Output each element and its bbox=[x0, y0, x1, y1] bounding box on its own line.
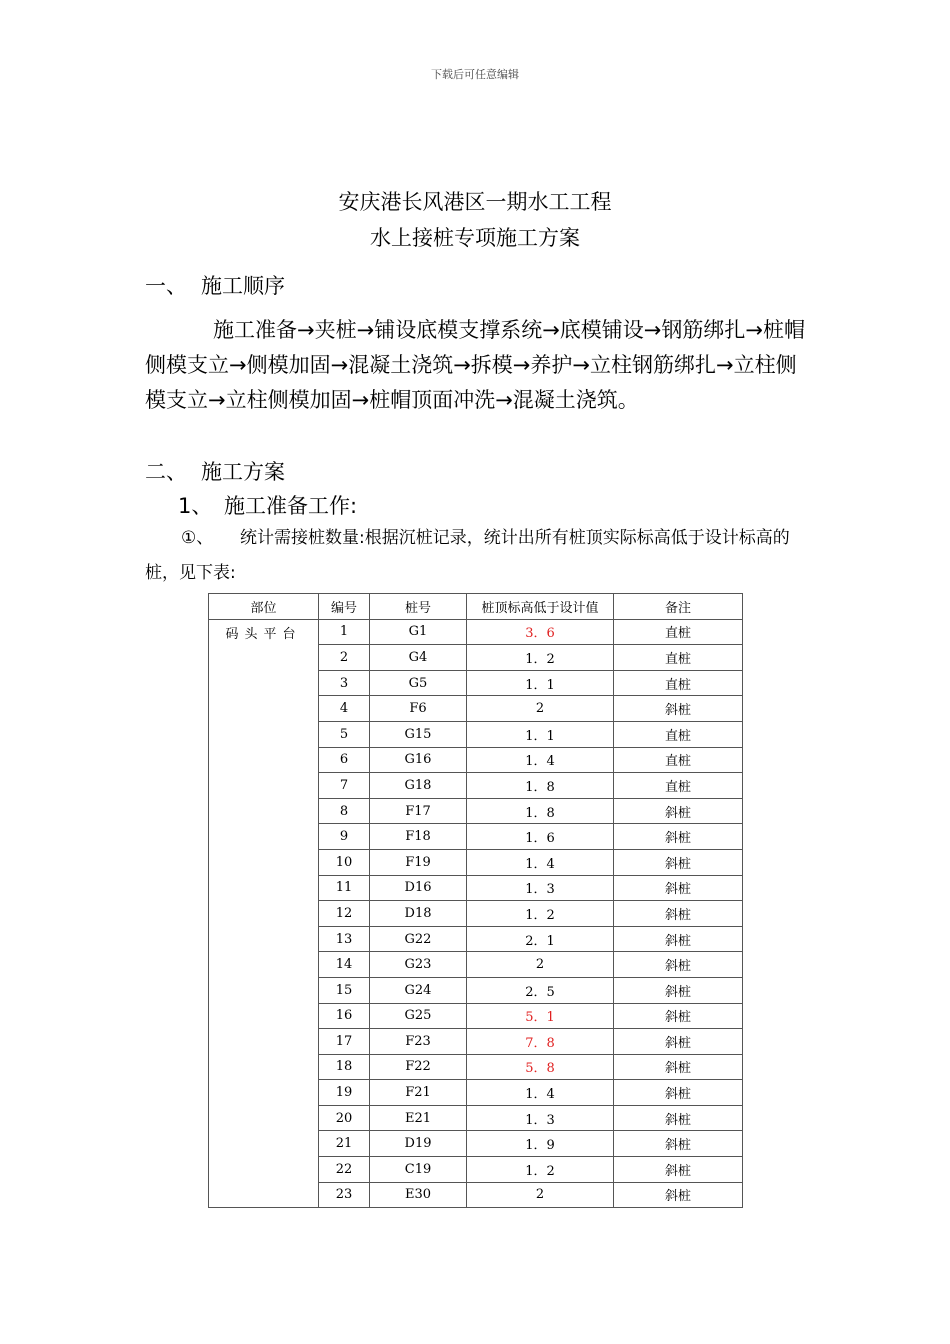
section-2-heading bbox=[145, 456, 285, 486]
elevation-diff-cell: 2．5 bbox=[467, 977, 614, 1003]
note-cell: 斜桩 bbox=[614, 977, 743, 1003]
item-1-number: ①、 bbox=[181, 528, 214, 548]
subsection-1-number: 1、 bbox=[178, 494, 213, 518]
pile-id-cell: F22 bbox=[370, 1054, 467, 1080]
row-number-cell: 13 bbox=[319, 926, 370, 952]
row-number-cell: 6 bbox=[319, 747, 370, 773]
pile-id-cell: G25 bbox=[370, 1003, 467, 1029]
part-cell: 码头平台 bbox=[209, 619, 319, 1208]
note-cell: 直桩 bbox=[614, 645, 743, 671]
note-cell: 斜桩 bbox=[614, 1003, 743, 1029]
pile-id-cell: E21 bbox=[370, 1105, 467, 1131]
pile-id-cell: D16 bbox=[370, 875, 467, 901]
col-header-part: 部位 bbox=[209, 594, 319, 620]
row-number-cell: 17 bbox=[319, 1029, 370, 1055]
col-header-note: 备注 bbox=[614, 594, 743, 620]
elevation-diff-cell: 5．1 bbox=[467, 1003, 614, 1029]
pile-id-cell: E30 bbox=[370, 1182, 467, 1208]
row-number-cell: 1 bbox=[319, 619, 370, 645]
note-cell: 斜桩 bbox=[614, 849, 743, 875]
pile-id-cell: D18 bbox=[370, 901, 467, 927]
row-number-cell: 20 bbox=[319, 1105, 370, 1131]
row-number-cell: 22 bbox=[319, 1157, 370, 1183]
elevation-diff-cell: 1．2 bbox=[467, 645, 614, 671]
row-number-cell: 11 bbox=[319, 875, 370, 901]
elevation-diff-cell: 1．3 bbox=[467, 875, 614, 901]
elevation-diff-cell: 1．4 bbox=[467, 849, 614, 875]
elevation-diff-cell: 2 bbox=[467, 952, 614, 978]
elevation-diff-cell: 1．2 bbox=[467, 1157, 614, 1183]
elevation-diff-cell: 1．3 bbox=[467, 1105, 614, 1131]
note-cell: 斜桩 bbox=[614, 1157, 743, 1183]
elevation-diff-cell: 5．8 bbox=[467, 1054, 614, 1080]
note-cell: 斜桩 bbox=[614, 926, 743, 952]
pile-id-cell: F19 bbox=[370, 849, 467, 875]
section-1-number: 一、 bbox=[145, 274, 187, 298]
pile-id-cell: F21 bbox=[370, 1080, 467, 1106]
elevation-diff-cell: 1．8 bbox=[467, 773, 614, 799]
row-number-cell: 18 bbox=[319, 1054, 370, 1080]
pile-table bbox=[208, 593, 743, 1208]
subsection-1-title: 施工准备工作: bbox=[224, 494, 358, 518]
elevation-diff-cell: 2．1 bbox=[467, 926, 614, 952]
header-note: 下载后可任意编辑 bbox=[431, 68, 519, 81]
col-header-no: 编号 bbox=[319, 594, 370, 620]
elevation-diff-cell: 1．2 bbox=[467, 901, 614, 927]
row-number-cell: 8 bbox=[319, 798, 370, 824]
col-header-diff: 桩顶标高低于设计值 bbox=[467, 594, 614, 620]
elevation-diff-cell: 1．1 bbox=[467, 670, 614, 696]
row-number-cell: 15 bbox=[319, 977, 370, 1003]
table-header-row bbox=[209, 594, 743, 620]
table-body bbox=[209, 619, 743, 1208]
pile-id-cell: C19 bbox=[370, 1157, 467, 1183]
item-1-text: 统计需接桩数量:根据沉桩记录，统计出所有桩顶实际标高低于设计标高的桩，见下表: bbox=[145, 528, 790, 583]
table-row bbox=[209, 619, 743, 645]
note-cell: 斜桩 bbox=[614, 1080, 743, 1106]
row-number-cell: 10 bbox=[319, 849, 370, 875]
section-2-number: 二、 bbox=[145, 460, 187, 484]
elevation-diff-cell: 1．1 bbox=[467, 721, 614, 747]
note-cell: 斜桩 bbox=[614, 875, 743, 901]
row-number-cell: 3 bbox=[319, 670, 370, 696]
pile-id-cell: F18 bbox=[370, 824, 467, 850]
note-cell: 直桩 bbox=[614, 747, 743, 773]
note-cell: 直桩 bbox=[614, 619, 743, 645]
elevation-diff-cell: 1．4 bbox=[467, 1080, 614, 1106]
elevation-diff-cell: 1．4 bbox=[467, 747, 614, 773]
item-1-paragraph bbox=[145, 521, 810, 591]
pile-id-cell: G23 bbox=[370, 952, 467, 978]
note-cell: 斜桩 bbox=[614, 696, 743, 722]
note-cell: 斜桩 bbox=[614, 798, 743, 824]
pile-id-cell: D19 bbox=[370, 1131, 467, 1157]
pile-id-cell: G16 bbox=[370, 747, 467, 773]
row-number-cell: 5 bbox=[319, 721, 370, 747]
sequence-paragraph bbox=[145, 313, 807, 418]
note-cell: 直桩 bbox=[614, 773, 743, 799]
row-number-cell: 19 bbox=[319, 1080, 370, 1106]
pile-id-cell: F23 bbox=[370, 1029, 467, 1055]
note-cell: 斜桩 bbox=[614, 824, 743, 850]
section-1-title: 施工顺序 bbox=[201, 274, 285, 298]
row-number-cell: 2 bbox=[319, 645, 370, 671]
elevation-diff-cell: 3．6 bbox=[467, 619, 614, 645]
row-number-cell: 9 bbox=[319, 824, 370, 850]
pile-id-cell: G24 bbox=[370, 977, 467, 1003]
elevation-diff-cell: 1．6 bbox=[467, 824, 614, 850]
note-cell: 直桩 bbox=[614, 721, 743, 747]
doc-title: 安庆港长风港区一期水工工程 bbox=[338, 190, 612, 214]
doc-subtitle: 水上接桩专项施工方案 bbox=[370, 226, 580, 250]
pile-id-cell: F6 bbox=[370, 696, 467, 722]
elevation-diff-cell: 1．9 bbox=[467, 1131, 614, 1157]
note-cell: 斜桩 bbox=[614, 1029, 743, 1055]
row-number-cell: 21 bbox=[319, 1131, 370, 1157]
elevation-diff-cell: 2 bbox=[467, 1182, 614, 1208]
pile-id-cell: G18 bbox=[370, 773, 467, 799]
pile-id-cell: G4 bbox=[370, 645, 467, 671]
section-2-title: 施工方案 bbox=[201, 460, 285, 484]
elevation-diff-cell: 7．8 bbox=[467, 1029, 614, 1055]
row-number-cell: 23 bbox=[319, 1182, 370, 1208]
note-cell: 斜桩 bbox=[614, 1105, 743, 1131]
pile-id-cell: G15 bbox=[370, 721, 467, 747]
sequence-text: 施工准备→夹桩→铺设底模支撑系统→底模铺设→钢筋绑扎→桩帽侧模支立→侧模加固→混凝土浇筑→拆模→养护→立柱钢筋绑扎→立柱侧模支立→立柱侧模加固→桩帽顶面冲洗→混凝土浇筑。 bbox=[145, 318, 805, 412]
row-number-cell: 16 bbox=[319, 1003, 370, 1029]
pile-id-cell: F17 bbox=[370, 798, 467, 824]
row-number-cell: 7 bbox=[319, 773, 370, 799]
pile-id-cell: G5 bbox=[370, 670, 467, 696]
pile-id-cell: G22 bbox=[370, 926, 467, 952]
row-number-cell: 4 bbox=[319, 696, 370, 722]
note-cell: 斜桩 bbox=[614, 1131, 743, 1157]
row-number-cell: 14 bbox=[319, 952, 370, 978]
pile-id-cell: G1 bbox=[370, 619, 467, 645]
note-cell: 直桩 bbox=[614, 670, 743, 696]
note-cell: 斜桩 bbox=[614, 901, 743, 927]
note-cell: 斜桩 bbox=[614, 952, 743, 978]
note-cell: 斜桩 bbox=[614, 1054, 743, 1080]
elevation-diff-cell: 1．8 bbox=[467, 798, 614, 824]
row-number-cell: 12 bbox=[319, 901, 370, 927]
section-1-heading bbox=[145, 270, 285, 300]
subsection-1-heading bbox=[178, 490, 357, 520]
elevation-diff-cell: 2 bbox=[467, 696, 614, 722]
col-header-pile: 桩号 bbox=[370, 594, 467, 620]
note-cell: 斜桩 bbox=[614, 1182, 743, 1208]
